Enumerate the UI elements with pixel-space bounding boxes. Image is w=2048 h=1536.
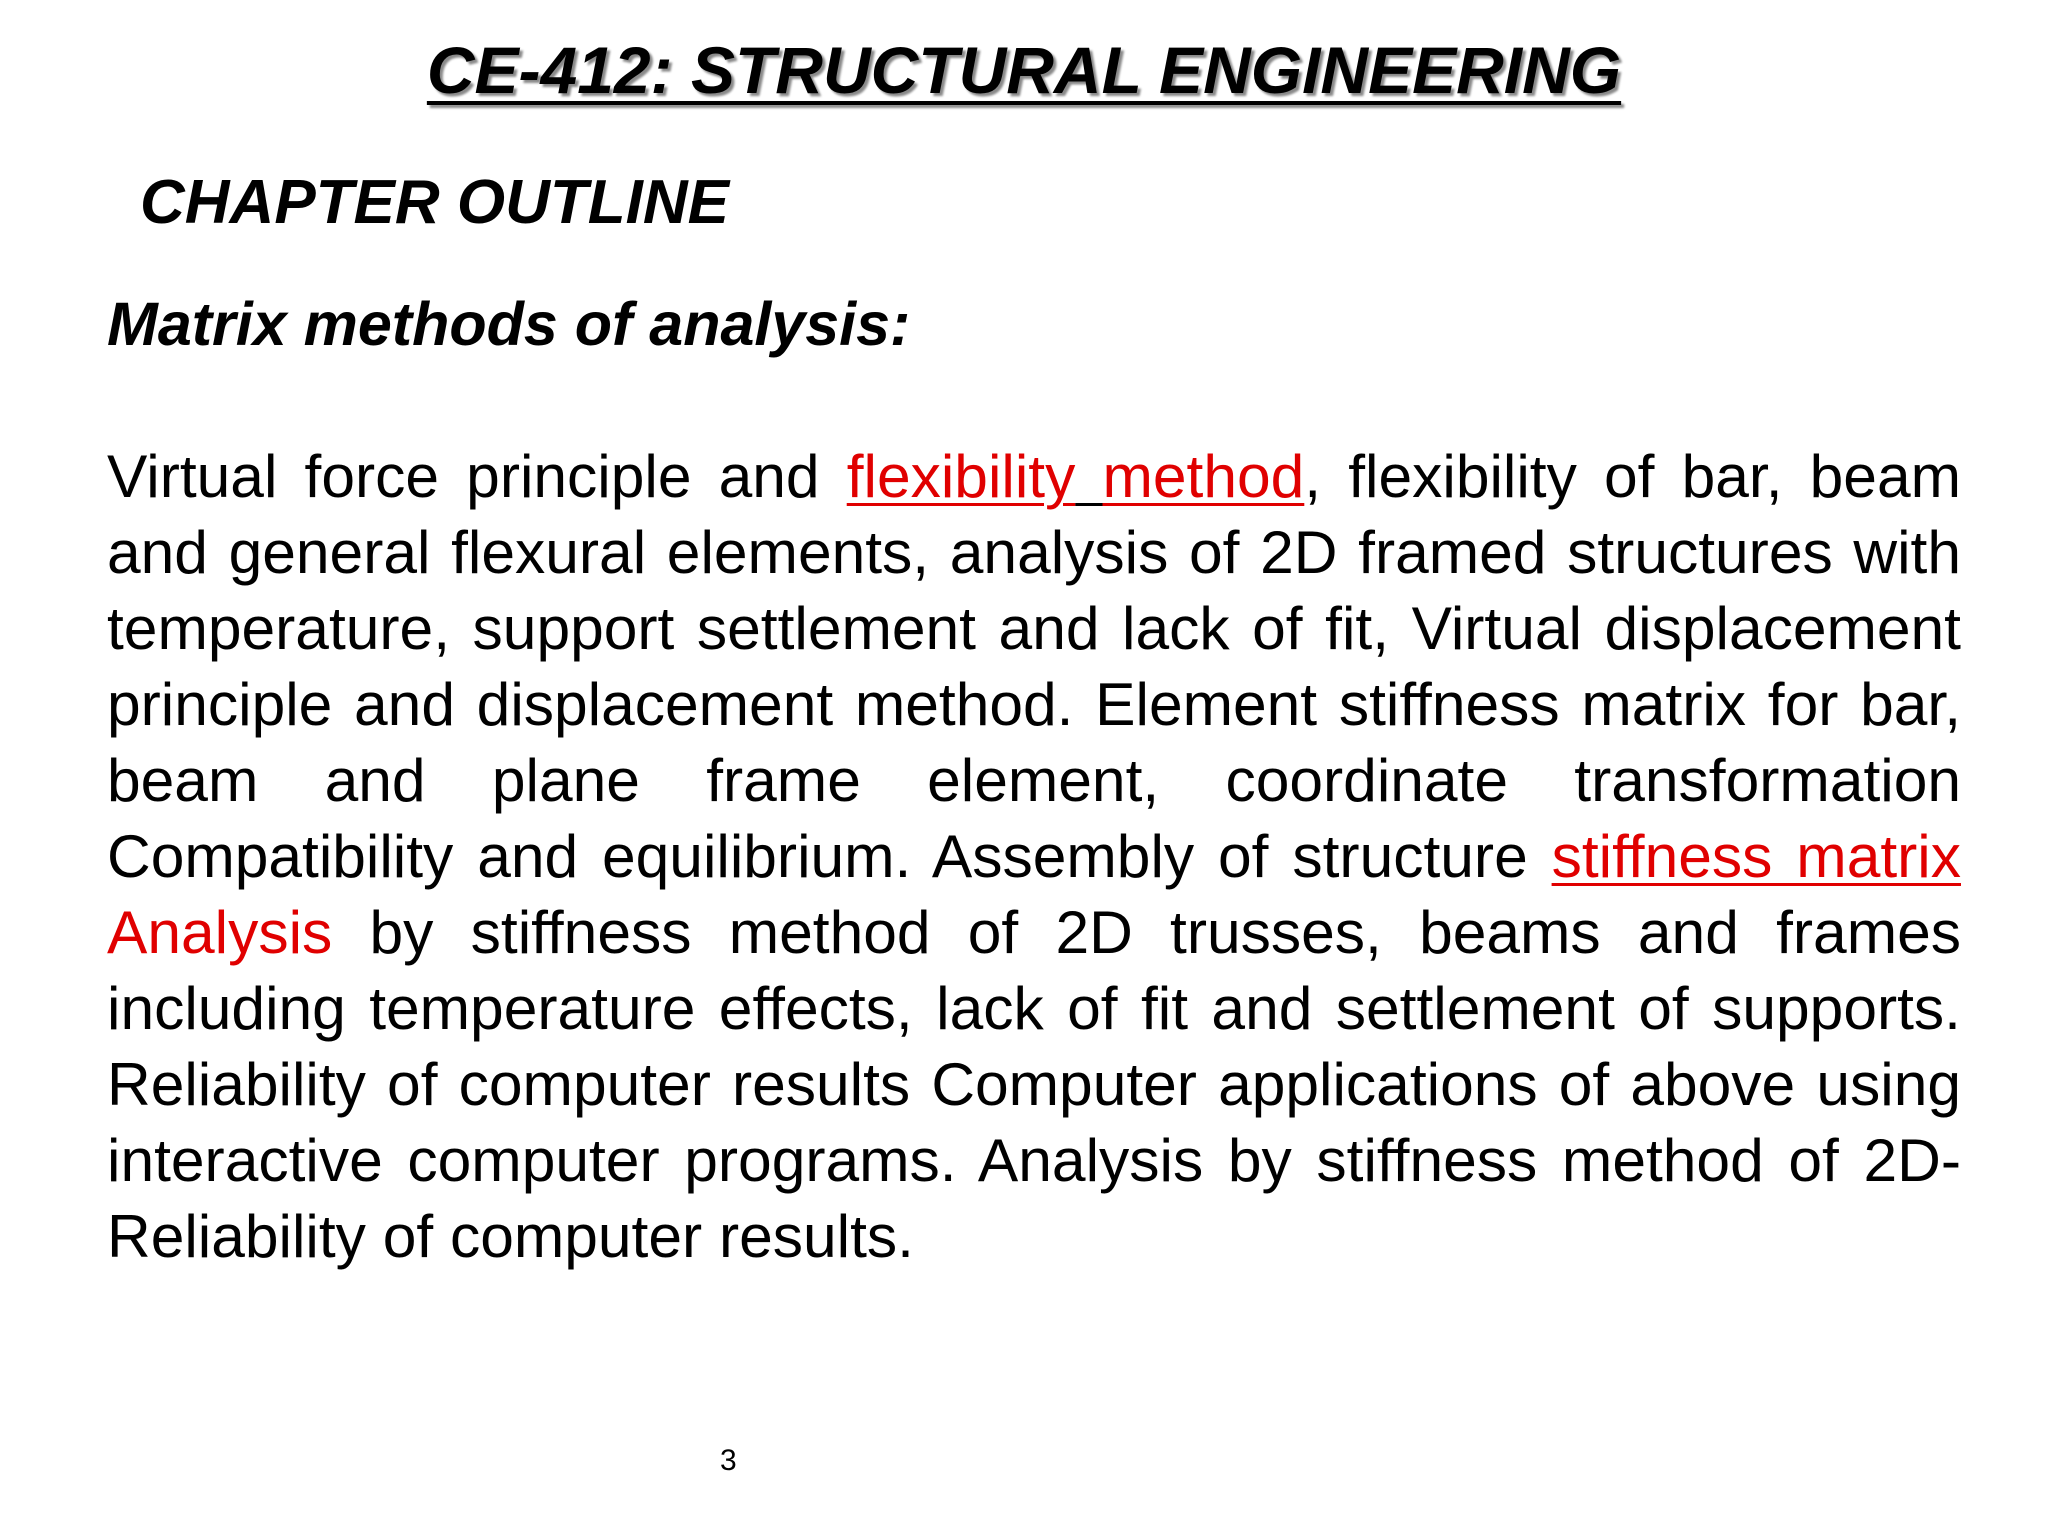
slide-title: CE-412: STRUCTURAL ENGINEERING <box>426 33 1622 107</box>
chapter-outline-paragraph <box>107 438 1961 1274</box>
analysis-highlight: Analysis <box>107 898 333 966</box>
paragraph-text-2: , flexibility of bar, beam and general flexural elements, analysis of 2D framed structures with temperature, support settlement and lack of fit, Virtual displacement principle and displacement method. Element stiffness matrix for bar, beam and plane frame element, coordinate transformation Compatibility and equilibrium. Assembly of structure <box>107 442 1961 890</box>
chapter-heading: CHAPTER OUTLINE <box>140 168 729 237</box>
section-heading: Matrix methods of analysis: <box>107 290 911 358</box>
stiffness-matrix-link[interactable]: stiffness matrix <box>1551 822 1961 890</box>
flexibility-link[interactable]: flexibility <box>846 442 1076 510</box>
method-link[interactable]: method <box>1102 442 1305 510</box>
page-number: 3 <box>720 1444 737 1477</box>
paragraph-text-1: Virtual force principle and <box>107 442 847 510</box>
paragraph-text-3: by stiffness method of 2D trusses, beams and frames including temperature effects, lack of fit and settlement of supports. Reliability of computer results Computer applications of above using interactive computer programs. Analysis by stiffness method of 2D-Reliability of computer results. <box>107 898 1961 1270</box>
link-gap <box>1075 442 1102 510</box>
